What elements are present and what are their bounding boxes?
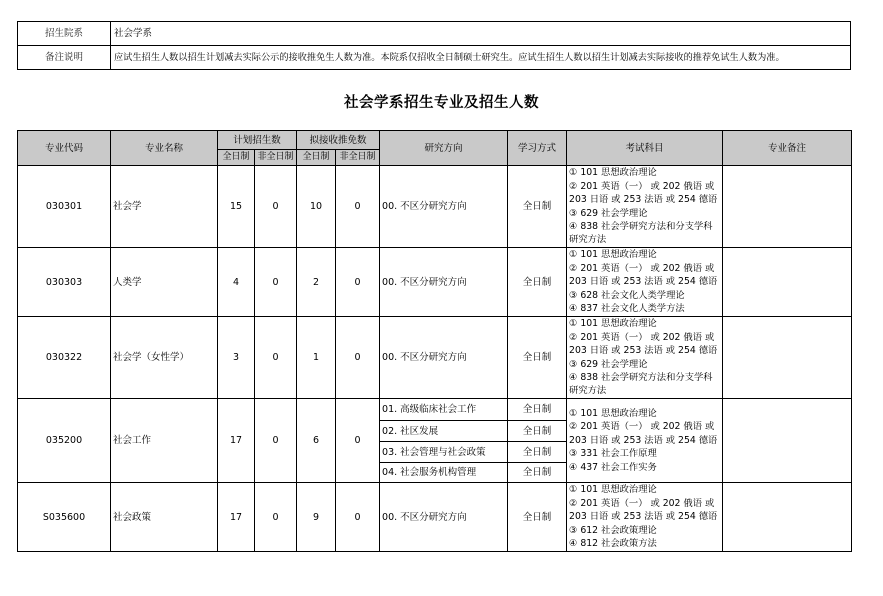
header-plan-parttime: 非全日制	[255, 150, 297, 166]
tm-pt-cell: 0	[336, 399, 380, 483]
table-row	[18, 166, 852, 248]
page-title: 社会学系招生专业及招生人数	[344, 95, 539, 111]
exam-line: ③ 629 社会学理论	[569, 358, 648, 370]
tm-pt-cell: 0	[336, 166, 380, 248]
exam-cell	[567, 399, 723, 483]
remark-cell	[723, 399, 852, 483]
plan-pt-cell: 0	[255, 317, 297, 399]
name-cell: 社会学	[111, 166, 218, 248]
exam-line: ① 101 思想政治理论	[569, 249, 657, 261]
tm-ft-cell: 10	[297, 166, 336, 248]
header-tm-fulltime: 全日制	[297, 150, 336, 166]
name-cell: 社会政策	[111, 483, 218, 552]
exam-line: ① 101 思想政治理论	[569, 318, 657, 330]
name-cell: 社会工作	[111, 399, 218, 483]
header-code: 专业代码	[18, 131, 111, 166]
exam-line: ③ 628 社会文化人类学理论	[569, 289, 685, 301]
info-value: 社会学系	[111, 22, 851, 46]
direction-cell: 00. 不区分研究方向	[380, 248, 508, 317]
code-cell: 035200	[18, 399, 111, 483]
tm-ft-cell: 6	[297, 399, 336, 483]
header-remark: 专业备注	[723, 131, 852, 166]
exam-cell	[567, 317, 723, 399]
direction-cell: 03. 社会管理与社会政策	[380, 442, 508, 463]
mode-cell: 全日制	[508, 483, 567, 552]
plan-ft-cell: 3	[218, 317, 255, 399]
exam-line: ① 101 思想政治理论	[569, 407, 657, 419]
info-table	[17, 21, 851, 70]
plan-pt-cell: 0	[255, 248, 297, 317]
exam-cell	[567, 248, 723, 317]
name-cell: 社会学（女性学）	[111, 317, 218, 399]
table-row	[18, 399, 852, 421]
exam-line: ④ 837 社会文化人类学方法	[569, 303, 685, 315]
table-row	[18, 248, 852, 317]
exam-line: ③ 612 社会政策理论	[569, 524, 657, 536]
exam-line: ④ 838 社会学研究方法和分支学科研究方法	[569, 371, 713, 397]
direction-cell: 02. 社区发展	[380, 421, 508, 442]
exam-line: ② 201 英语（一） 或 202 俄语 或 203 日语 或 253 法语 或 254 德语	[569, 497, 718, 523]
table-row	[18, 483, 852, 552]
exam-line: ② 201 英语（一） 或 202 俄语 或 203 日语 或 253 法语 或 254 德语	[569, 421, 718, 446]
plan-ft-cell: 17	[218, 399, 255, 483]
tm-ft-cell: 9	[297, 483, 336, 552]
tm-ft-cell: 2	[297, 248, 336, 317]
code-cell: 030303	[18, 248, 111, 317]
exam-line: ③ 331 社会工作原理	[569, 448, 657, 460]
exam-line: ④ 812 社会政策方法	[569, 538, 657, 550]
mode-cell: 全日制	[508, 463, 567, 483]
header-row	[18, 131, 852, 150]
plan-ft-cell: 15	[218, 166, 255, 248]
header-mode: 学习方式	[508, 131, 567, 166]
exam-line: ④ 838 社会学研究方法和分支学科研究方法	[569, 220, 713, 246]
remark-cell	[723, 483, 852, 552]
exam-cell	[567, 483, 723, 552]
remark-cell	[723, 166, 852, 248]
direction-cell: 04. 社会服务机构管理	[380, 463, 508, 483]
plan-pt-cell: 0	[255, 483, 297, 552]
exam-line: ② 201 英语（一） 或 202 俄语 或 203 日语 或 253 法语 或 254 德语	[569, 331, 718, 357]
remark-cell	[723, 248, 852, 317]
info-label: 招生院系	[18, 22, 111, 46]
mode-cell: 全日制	[508, 421, 567, 442]
info-row-remark	[18, 46, 851, 70]
direction-cell: 00. 不区分研究方向	[380, 483, 508, 552]
exam-line: ① 101 思想政治理论	[569, 167, 657, 179]
enrollment-table	[17, 130, 852, 552]
exam-line: ③ 629 社会学理论	[569, 207, 648, 219]
plan-ft-cell: 4	[218, 248, 255, 317]
direction-cell: 01. 高级临床社会工作	[380, 399, 508, 421]
plan-pt-cell: 0	[255, 166, 297, 248]
tm-pt-cell: 0	[336, 483, 380, 552]
exam-line: ① 101 思想政治理论	[569, 484, 657, 496]
header-tm-parttime: 非全日制	[336, 150, 380, 166]
exam-line: ② 201 英语（一） 或 202 俄语 或 203 日语 或 253 法语 或 254 德语	[569, 262, 718, 288]
header-direction: 研究方向	[380, 131, 508, 166]
info-label: 备注说明	[18, 46, 111, 70]
tm-pt-cell: 0	[336, 248, 380, 317]
info-row-department	[18, 22, 851, 46]
direction-cell: 00. 不区分研究方向	[380, 166, 508, 248]
tm-pt-cell: 0	[336, 317, 380, 399]
exam-line: ② 201 英语（一） 或 202 俄语 或 203 日语 或 253 法语 或 254 德语	[569, 180, 718, 206]
header-tuimian: 拟接收推免数	[297, 131, 380, 150]
mode-cell: 全日制	[508, 248, 567, 317]
plan-ft-cell: 17	[218, 483, 255, 552]
remark-cell	[723, 317, 852, 399]
tm-ft-cell: 1	[297, 317, 336, 399]
header-plan: 计划招生数	[218, 131, 297, 150]
mode-cell: 全日制	[508, 317, 567, 399]
mode-cell: 全日制	[508, 399, 567, 421]
name-cell: 人类学	[111, 248, 218, 317]
exam-cell	[567, 166, 723, 248]
code-cell: S035600	[18, 483, 111, 552]
direction-cell: 00. 不区分研究方向	[380, 317, 508, 399]
header-plan-fulltime: 全日制	[218, 150, 255, 166]
code-cell: 030301	[18, 166, 111, 248]
info-value: 应试生招生人数以招生计划减去实际公示的接收推免生人数为准。本院系仅招收全日制硕士研究生。应试生招生人数以招生计划减去实际接收的推荐免试生人数为准。	[111, 46, 851, 70]
exam-line: ④ 437 社会工作实务	[569, 461, 657, 473]
table-row	[18, 317, 852, 399]
header-name: 专业名称	[111, 131, 218, 166]
header-exam: 考试科目	[567, 131, 723, 166]
mode-cell: 全日制	[508, 442, 567, 463]
mode-cell: 全日制	[508, 166, 567, 248]
plan-pt-cell: 0	[255, 399, 297, 483]
code-cell: 030322	[18, 317, 111, 399]
